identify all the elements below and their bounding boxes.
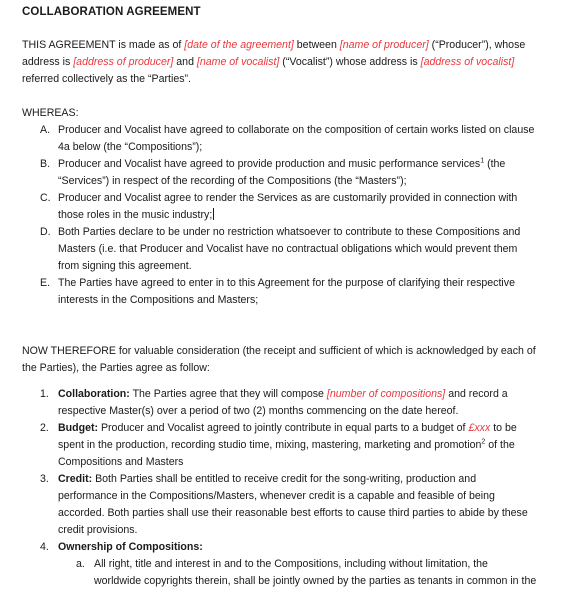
clause-3-line-4: credit provisions. bbox=[58, 524, 138, 536]
intro-line-2: address is [address of producer] and [name of vocalist] (“Vocalist”) whose address is [address of vocalist] bbox=[22, 56, 515, 68]
placeholder-number-of-compositions[interactable]: [number of compositions] bbox=[326, 388, 446, 400]
clause-2-number: 2. bbox=[40, 422, 49, 434]
whereas-a-line-2: 4a below (the “Compositions”); bbox=[58, 141, 203, 153]
whereas-label-a: A. bbox=[40, 124, 51, 136]
placeholder-date[interactable]: [date of the agreement] bbox=[184, 39, 294, 51]
whereas-c-line-2: those roles in the music industry; bbox=[58, 209, 213, 221]
whereas-heading: WHEREAS: bbox=[22, 107, 79, 119]
clause-2-line-3: Compositions and Masters bbox=[58, 456, 184, 468]
placeholder-vocalist-name[interactable]: [name of vocalist] bbox=[196, 56, 280, 68]
clause-4a-label: a. bbox=[76, 558, 85, 570]
whereas-e-line-2: interests in the Compositions and Masters; bbox=[58, 294, 259, 306]
whereas-a-line-1: Producer and Vocalist have agreed to collaborate on the composition of certain works listed on clause bbox=[58, 124, 535, 136]
placeholder-producer-address[interactable]: [address of producer] bbox=[73, 56, 174, 68]
clause-3-line-3: accorded. Both parties shall use their reasonable best efforts to cause third parties to abide by these bbox=[58, 507, 528, 519]
placeholder-producer-name[interactable]: [name of producer] bbox=[339, 39, 429, 51]
intro-line-1: THIS AGREEMENT is made as of [date of the agreement] between [name of producer] (“Producer”), whose bbox=[22, 39, 526, 51]
clause-4a-line-2: worldwide copyrights therein, shall be jointly owned by the parties as tenants in common in the bbox=[94, 575, 537, 587]
whereas-c-line-1: Producer and Vocalist agree to render the Services as are customarily provided in connection with bbox=[58, 192, 518, 204]
clause-4-heading: Ownership of Compositions: bbox=[58, 541, 203, 553]
clause-1-line-1: Collaboration: The Parties agree that they will compose [number of compositions] and record a bbox=[58, 388, 508, 400]
clause-2-line-1: Budget: Producer and Vocalist agreed to jointly contribute in equal parts to a budget of £xxx to be bbox=[58, 422, 517, 434]
now-therefore-line-1: NOW THEREFORE for valuable consideration (the receipt and sufficient of which is acknowledged by each of bbox=[22, 345, 536, 357]
now-therefore-line-2: the Parties), the Parties agree as follow: bbox=[22, 362, 210, 374]
whereas-label-c: C. bbox=[40, 192, 51, 204]
clause-4-number: 4. bbox=[40, 541, 49, 553]
whereas-label-e: E. bbox=[40, 277, 51, 289]
clause-3-number: 3. bbox=[40, 473, 49, 485]
clause-4a-line-1: All right, title and interest in and to the Compositions, including without limitation, the bbox=[94, 558, 488, 570]
clause-1-number: 1. bbox=[40, 388, 49, 400]
intro-line-3: referred collectively as the “Parties”. bbox=[22, 73, 191, 85]
clause-2-line-2: spent in the production, recording studio time, mixing, mastering, marketing and promotion$^2$ of the bbox=[58, 438, 515, 451]
footnote-ref-2[interactable]: 2 bbox=[481, 438, 486, 446]
whereas-d-line-3: from signing this agreement. bbox=[58, 260, 192, 272]
document-title: COLLABORATION AGREEMENT bbox=[22, 6, 201, 18]
whereas-label-b: B. bbox=[40, 158, 51, 170]
clause-1-heading: Collaboration: bbox=[58, 388, 130, 400]
clause-3-heading: Credit: bbox=[58, 473, 93, 485]
text-cursor bbox=[213, 208, 214, 220]
whereas-e-line-1: The Parties have agreed to enter in to this Agreement for the purpose of clarifying their respective bbox=[58, 277, 515, 289]
whereas-b-line-1: Producer and Vocalist have agreed to provide production and music performance services$^1$ (the bbox=[58, 157, 506, 170]
placeholder-vocalist-address[interactable]: [address of vocalist] bbox=[420, 56, 515, 68]
footnote-ref-1[interactable]: 1 bbox=[480, 157, 485, 165]
clause-2-heading: Budget: bbox=[58, 422, 99, 434]
clause-1-line-2: respective Master(s) over a period of two (2) months commencing on the date hereof. bbox=[58, 405, 459, 417]
clause-3-line-2: performance in the Compositions/Masters, whenever credit is a capable and feasible of being bbox=[58, 490, 495, 502]
whereas-b-line-2: “Services”) in respect of the recording of the Compositions (the “Masters”); bbox=[58, 175, 407, 187]
placeholder-budget[interactable]: £xxx bbox=[468, 422, 491, 434]
whereas-label-d: D. bbox=[40, 226, 51, 238]
whereas-d-line-1: Both Parties declare to be under no restriction whatsoever to contribute to these Compositions and bbox=[58, 226, 521, 238]
clause-3-line-1: Credit: Both Parties shall be entitled to receive credit for the song-writing, production and bbox=[58, 473, 477, 485]
whereas-d-line-2: Masters (i.e. that Producer and Vocalist have no contractual obligations which would prevent them bbox=[58, 243, 518, 255]
